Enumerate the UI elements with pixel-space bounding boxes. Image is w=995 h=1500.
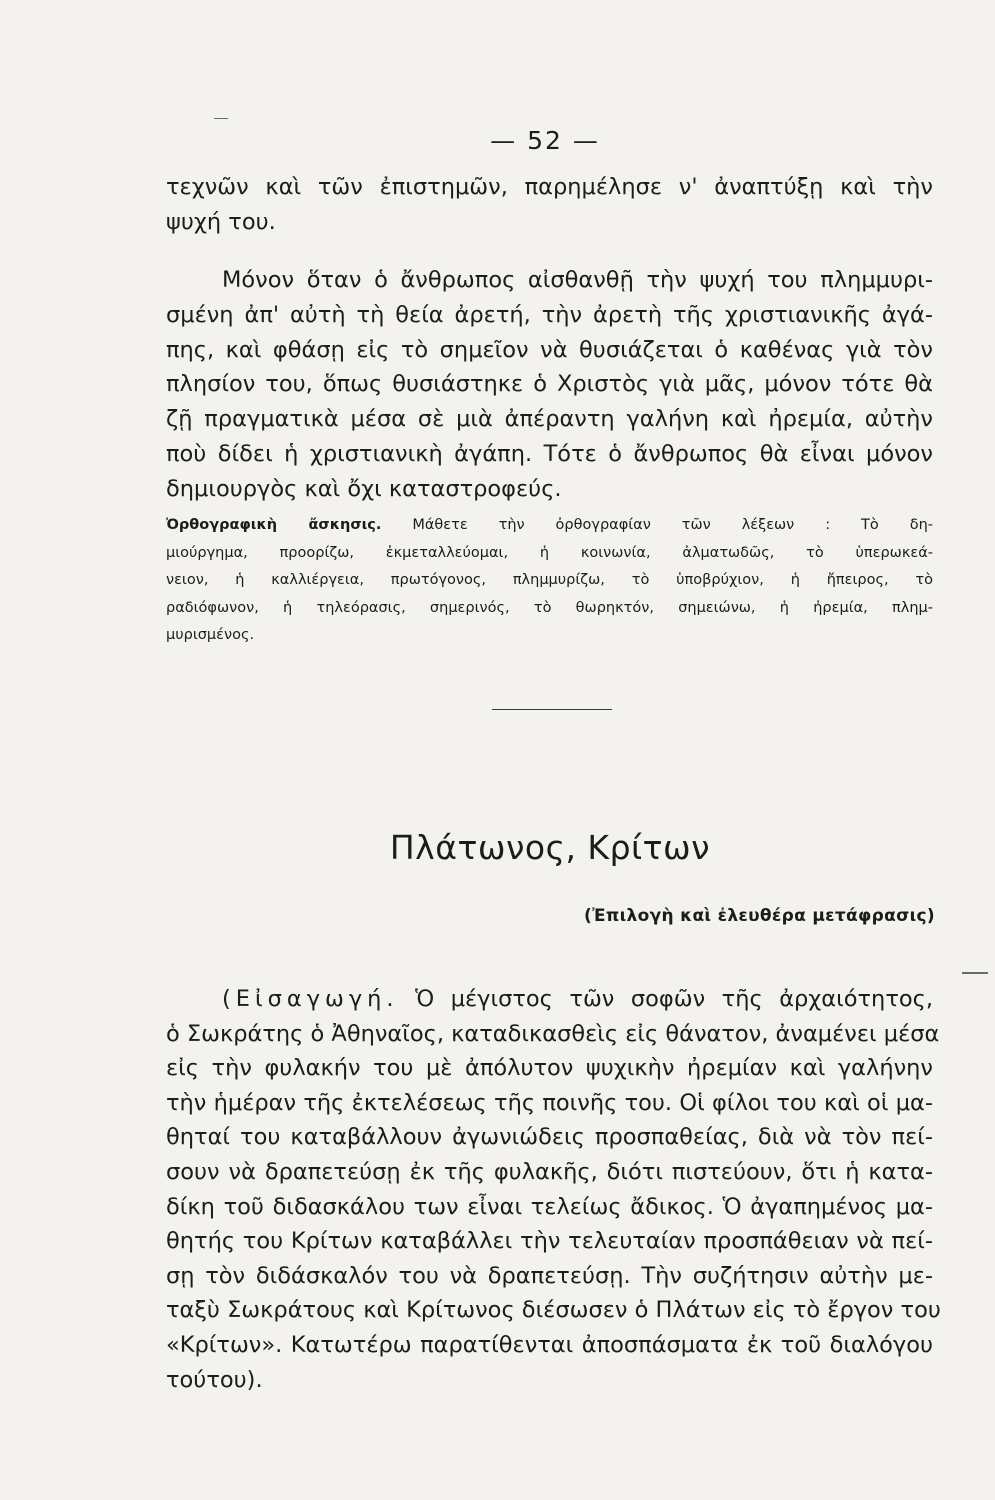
exercise-label: Ὀρθογραφικὴ ἄσκησις.	[166, 517, 382, 533]
top-left-mark	[214, 118, 228, 119]
intro-line: θητής του Κρίτων καταβάλλει τὴν τελευταίαν προσπάθειαν νὰ πεί-	[166, 1228, 933, 1255]
intro-line: σῃ τὸν διδάσκαλόν του νὰ δραπετεύσῃ. Τὴν συζήτησιν αὐτὴν με-	[166, 1262, 933, 1289]
intro-line: «Κρίτων». Κατωτέρω παρατίθενται ἀποσπάσματα ἐκ τοῦ διαλόγου	[166, 1331, 933, 1358]
text-line: πλησίον του, ὅπως θυσιάστηκε ὁ Χριστὸς γιὰ μᾶς, μόνον τότε θὰ	[166, 371, 933, 398]
intro-line: ὁ Σωκράτης ὁ Ἀθηναῖος, καταδικασθεὶς εἰς θάνατον, ἀναμένει μέσα	[166, 1020, 940, 1047]
exercise-line: μυρισμένος.	[166, 627, 255, 644]
intro-line: ταξὺ Σωκράτους καὶ Κρίτωνος διέσωσεν ὁ Πλάτων εἰς τὸ ἔργον του	[166, 1297, 941, 1324]
text-line: δημιουργὸς καὶ ὄχι καταστροφεύς.	[166, 475, 562, 502]
intro-line: θηταί του καταβάλλουν ἀγωνιώδεις προσπαθείας, διὰ νὰ τὸν πεί-	[166, 1124, 933, 1151]
exercise-line: νειον, ἡ καλλιέργεια, πρωτόγονος, πλημμυρίζω, τὸ ὑποβρύχιον, ἡ ἤπειρος, τὸ	[166, 572, 933, 589]
text-line: ζῇ πραγματικὰ μέσα σὲ μιὰ ἀπέραντη γαλήνη καὶ ἠρεμία, αὐτὴν	[166, 406, 933, 433]
exercise-text: Μάθετε τὴν ὀρθογραφίαν τῶν λέξεων : Τὸ δη-	[412, 517, 933, 533]
intro-line: τούτου).	[166, 1366, 263, 1393]
intro-line: εἰς τὴν φυλακήν του μὲ ἀπόλυτον ψυχικὴν ἠρεμίαν καὶ γαλήνην	[166, 1055, 933, 1082]
exercise-line	[166, 512, 933, 540]
section-title: Πλάτωνος, Κρίτων	[389, 828, 711, 867]
text-line: ποὺ δίδει ἡ χριστιανικὴ ἀγάπη. Τότε ὁ ἄνθρωπος θὰ εἶναι μόνον	[166, 440, 933, 467]
text-line: Μόνον ὅταν ὁ ἄνθρωπος αἰσθανθῇ τὴν ψυχή του πλημμυρι-	[222, 267, 933, 293]
section-subtitle: (Ἐπιλογὴ καὶ ἐλευθέρα μετάφρασις)	[584, 906, 935, 926]
exercise-line: ραδιόφωνον, ἡ τηλεόρασις, σημερινός, τὸ θωρηκτόν, σημειώνω, ἡ ἠρεμία, πλημ-	[166, 599, 933, 616]
intro-lead: (Εἰσαγωγή.	[222, 986, 399, 1012]
paragraph-2	[166, 263, 933, 507]
right-margin-mark	[962, 972, 988, 974]
section-divider	[492, 709, 612, 710]
intro-line: δίκη τοῦ διδασκάλου των εἶναι τελείως ἄδικος. Ὁ ἀγαπημένος μα-	[166, 1193, 933, 1220]
introduction	[166, 982, 941, 1397]
intro-text: Ὁ μέγιστος τῶν σοφῶν τῆς ἀρχαιότητος,	[415, 986, 933, 1012]
page-number: — 52 —	[490, 126, 600, 155]
exercise-line: μιούργημα, προορίζω, ἐκμεταλλεύομαι, ἡ κοινωνία, ἀλματωδῶς, τὸ ὑπερωκεά-	[166, 544, 933, 561]
paragraph-1	[166, 170, 933, 240]
text-line: σμένη ἀπ' αὐτὴ τὴ θεία ἀρετή, τὴν ἀρετὴ τῆς χριστιανικῆς ἀγά-	[166, 301, 933, 328]
text-line: ψυχή του.	[166, 208, 276, 235]
intro-line: σουν νὰ δραπετεύσῃ ἐκ τῆς φυλακῆς, διότι πιστεύουν, ὅτι ἡ κατα-	[166, 1158, 933, 1185]
intro-line: τὴν ἡμέραν τῆς ἐκτελέσεως τῆς ποινῆς του. Οἱ φίλοι του καὶ οἱ μα-	[166, 1089, 933, 1116]
text-line: τεχνῶν καὶ τῶν ἐπιστημῶν, παρημέλησε ν' ἀναπτύξῃ καὶ τὴν	[166, 174, 933, 200]
text-line: πης, καὶ φθάσῃ εἰς τὸ σημεῖον νὰ θυσιάζεται ὁ καθένας γιὰ τὸν	[166, 336, 933, 363]
intro-line	[166, 982, 933, 1017]
spelling-exercise	[166, 512, 933, 650]
